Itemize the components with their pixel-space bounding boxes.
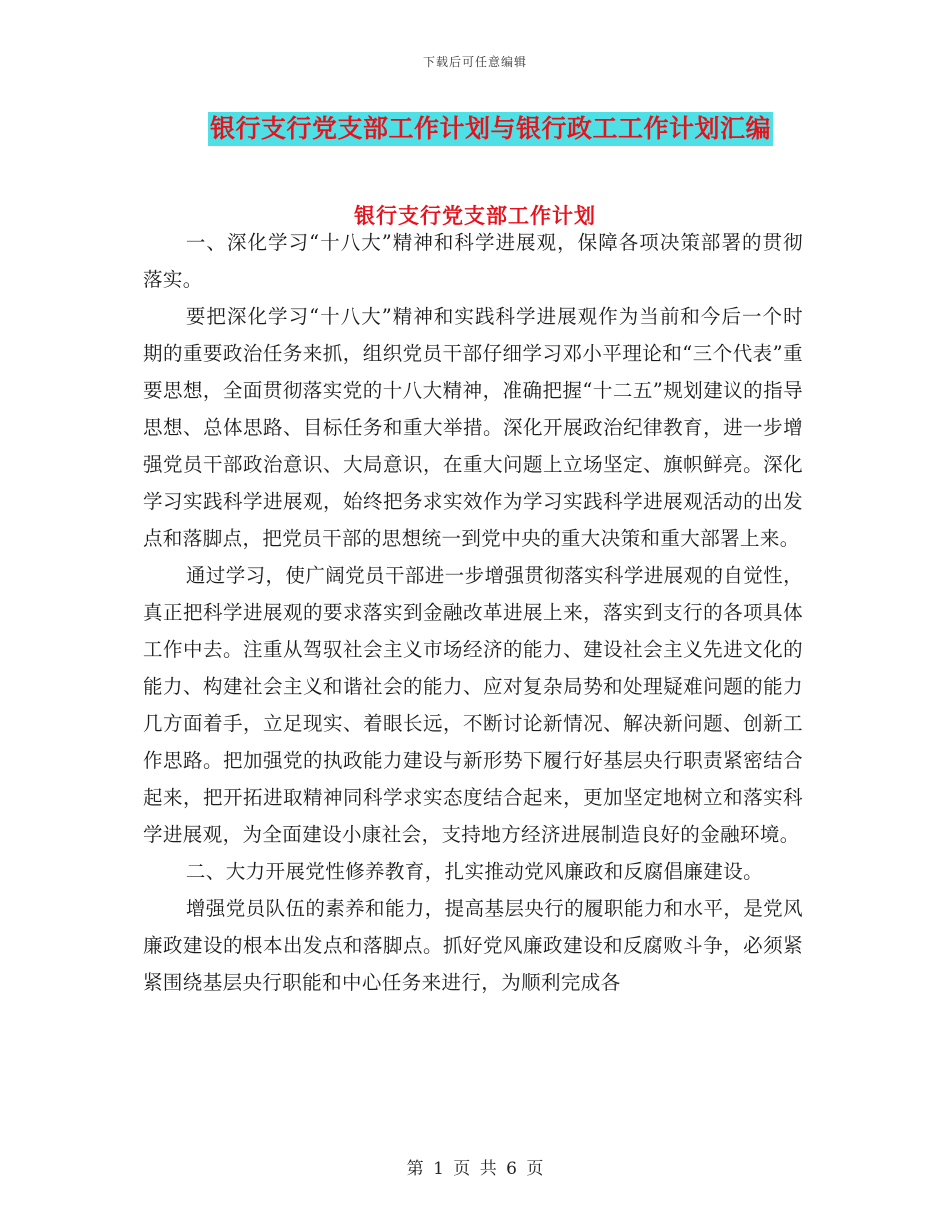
document-body	[143, 224, 803, 1001]
header-note: 下载后可任意编辑	[422, 55, 527, 69]
paragraph: 一、深化学习“十八大”精神和科学进展观，保障各项决策部署的贯彻落实。	[143, 231, 803, 291]
paragraph: 通过学习，使广阔党员干部进一步增强贯彻落实科学进展观的自觉性，真正把科学进展观的要求落实到金融改革进展上来，落实到支行的各项具体工作中去。注重从驾驭社会主义市场经济的能力、建设社会主义先进文化的能力、构建社会主义和谐社会的能力、应对复杂局势和处理疑难问题的能力几方面着手，立足现实、着眼长远，不断讨论新情况、解决新问题、创新工作思路。把加强党的执政能力建设与新形势下履行好基层央行职责紧密结合起来，把开拓进取精神同科学求实态度结合起来，更加坚定地树立和落实科学进展观，为全面建设小康社会，支持地方经济进展制造良好的金融环境。	[143, 564, 803, 846]
page-footer: 第 1 页 共 6 页	[406, 1159, 544, 1179]
paragraph: 二、大力开展党性修养教育，扎实推动党风廉政和反腐倡廉建设。	[185, 860, 763, 883]
paragraph: 要把深化学习“十八大”精神和实践科学进展观作为当前和今后一个时期的重要政治任务来抓，组织党员干部仔细学习邓小平理论和“三个代表”重要思想，全面贯彻落实党的十八大精神，准确把握“十二五”规划建议的指导思想、总体思路、目标任务和重大举措。深化开展政治纪律教育，进一步增强党员干部政治意识、大局意识，在重大问题上立场坚定、旗帜鲜亮。深化学习实践科学进展观，始终把务求实效作为学习实践科学进展观活动的出发点和落脚点，把党员干部的思想统一到党中央的重大决策和重大部署上来。	[143, 305, 803, 550]
document-title: 银行支行党支部工作计划与银行政工工作计划汇编	[208, 112, 773, 146]
paragraph: 增强党员队伍的素养和能力，提高基层央行的履职能力和水平，是党风廉政建设的根本出发点和落脚点。抓好党风廉政建设和反腐败斗争，必须紧紧围绕基层央行职能和中心任务来进行，为顺利完成各	[143, 897, 803, 994]
section-title: 银行支行党支部工作计划	[354, 203, 596, 228]
